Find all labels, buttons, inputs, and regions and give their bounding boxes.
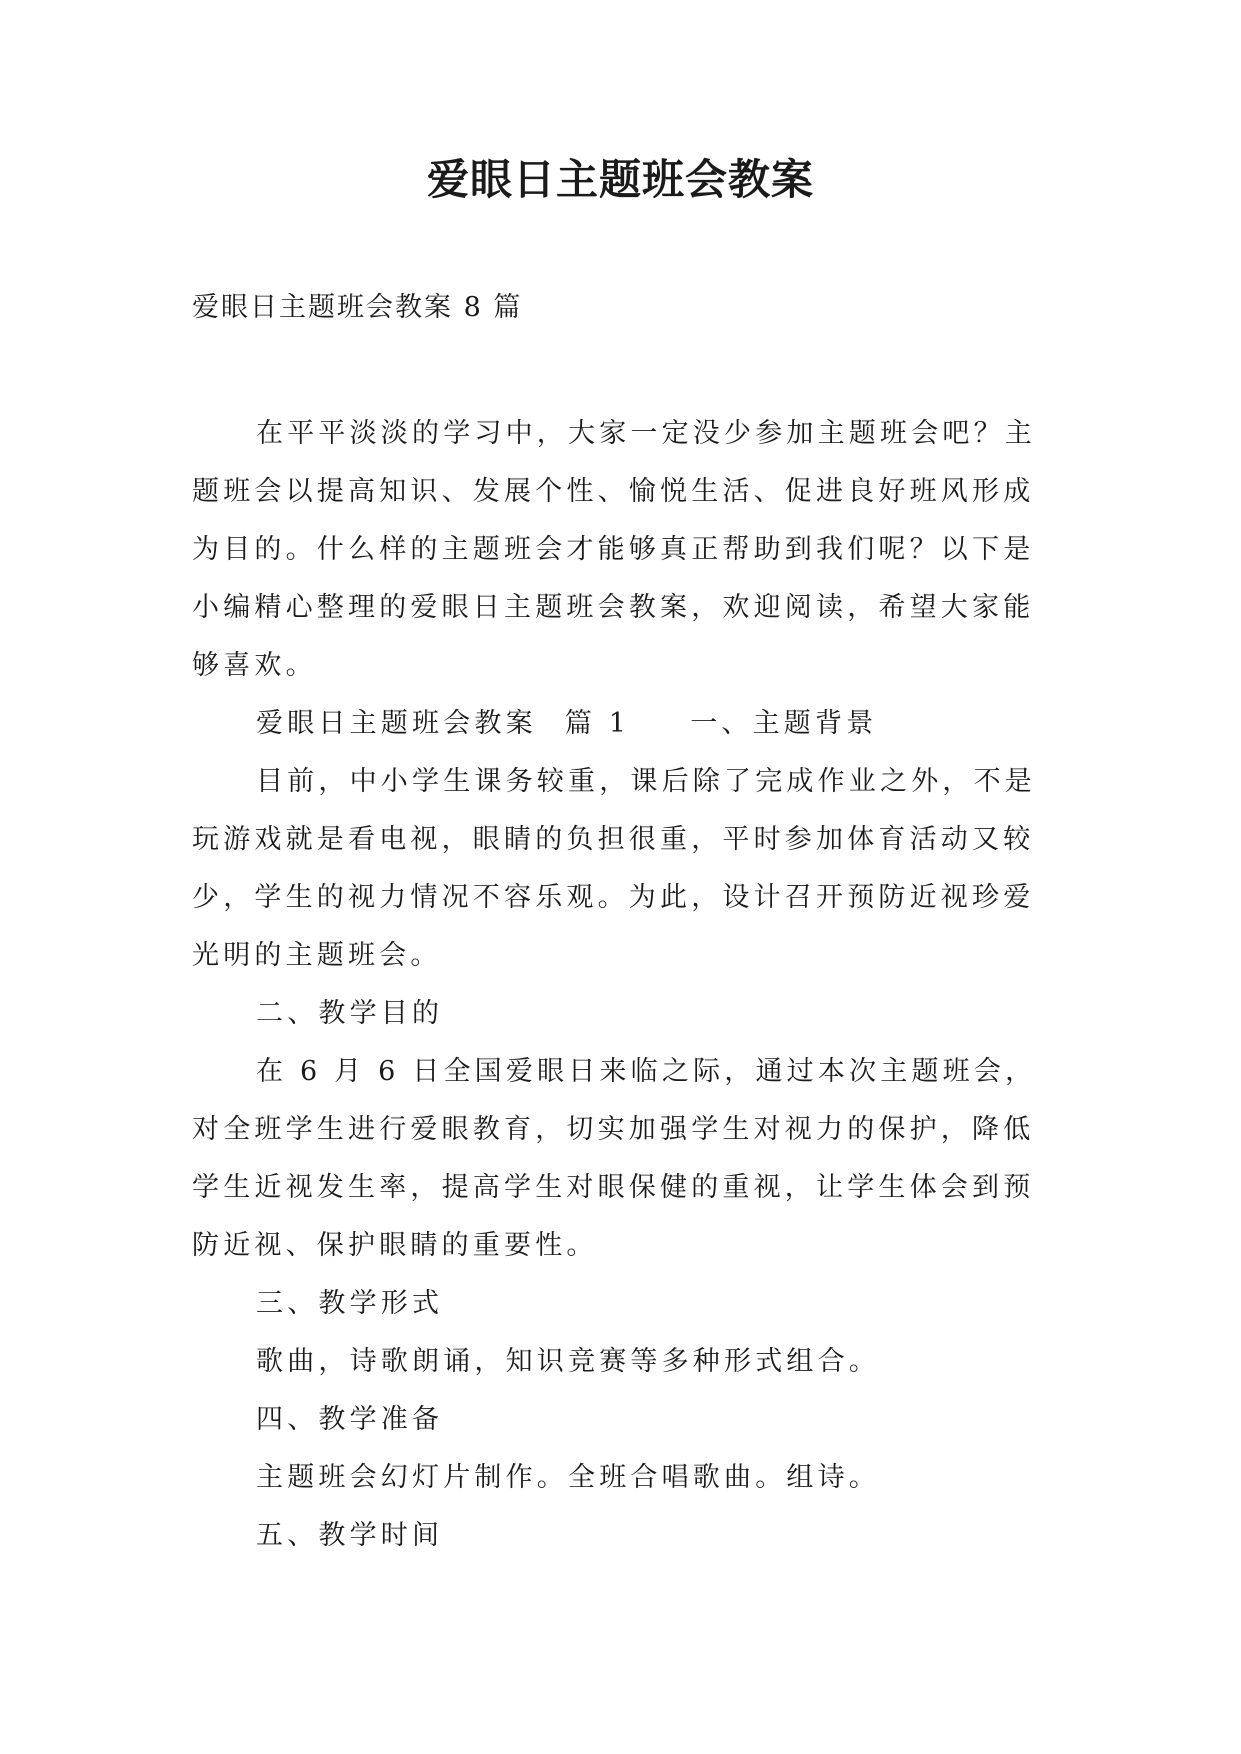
document-body (192, 405, 1062, 1565)
document-title: 爱眼日主题班会教案 (426, 155, 814, 204)
article-number: 篇 1 (564, 708, 631, 739)
section4-paragraph: 主题班会幻灯片制作。全班合唱歌曲。组诗。 (256, 1462, 880, 1493)
article-heading: 爱眼日主题班会教案 (256, 708, 537, 739)
section1-heading: 一、主题背景 (690, 708, 878, 739)
section1-paragraph: 目前，中小学生课务较重，课后除了完成作业之外，不是玩游戏就是看电视，眼睛的负担很重，平时参加体育活动又较少，学生的视力情况不容乐观。为此，设计召开预防近视珍爱光明的主题班会。 (192, 766, 1036, 971)
document-subtitle: 爱眼日主题班会教案 8 篇 (192, 292, 523, 323)
section3-paragraph: 歌曲，诗歌朗诵，知识竞赛等多种形式组合。 (256, 1346, 880, 1377)
section2-heading: 二、教学目的 (256, 998, 444, 1029)
section2-paragraph: 在 6 月 6 日全国爱眼日来临之际，通过本次主题班会，对全班学生进行爱眼教育，切实加强学生对视力的保护，降低学生近视发生率，提高学生对眼保健的重视，让学生体会到预防近视、保护眼睛的重要性。 (192, 1056, 1037, 1261)
intro-paragraph: 在平平淡淡的学习中，大家一定没少参加主题班会吧？主题班会以提高知识、发展个性、愉悦生活、促进良好班风形成为目的。什么样的主题班会才能够真正帮助到我们呢？以下是小编精心整理的爱眼日主题班会教案，欢迎阅读，希望大家能够喜欢。 (192, 418, 1036, 681)
article-heading-line (192, 695, 1062, 753)
section4-heading: 四、教学准备 (256, 1404, 444, 1435)
section5-heading: 五、教学时间 (256, 1520, 444, 1551)
section3-heading: 三、教学形式 (256, 1288, 444, 1319)
